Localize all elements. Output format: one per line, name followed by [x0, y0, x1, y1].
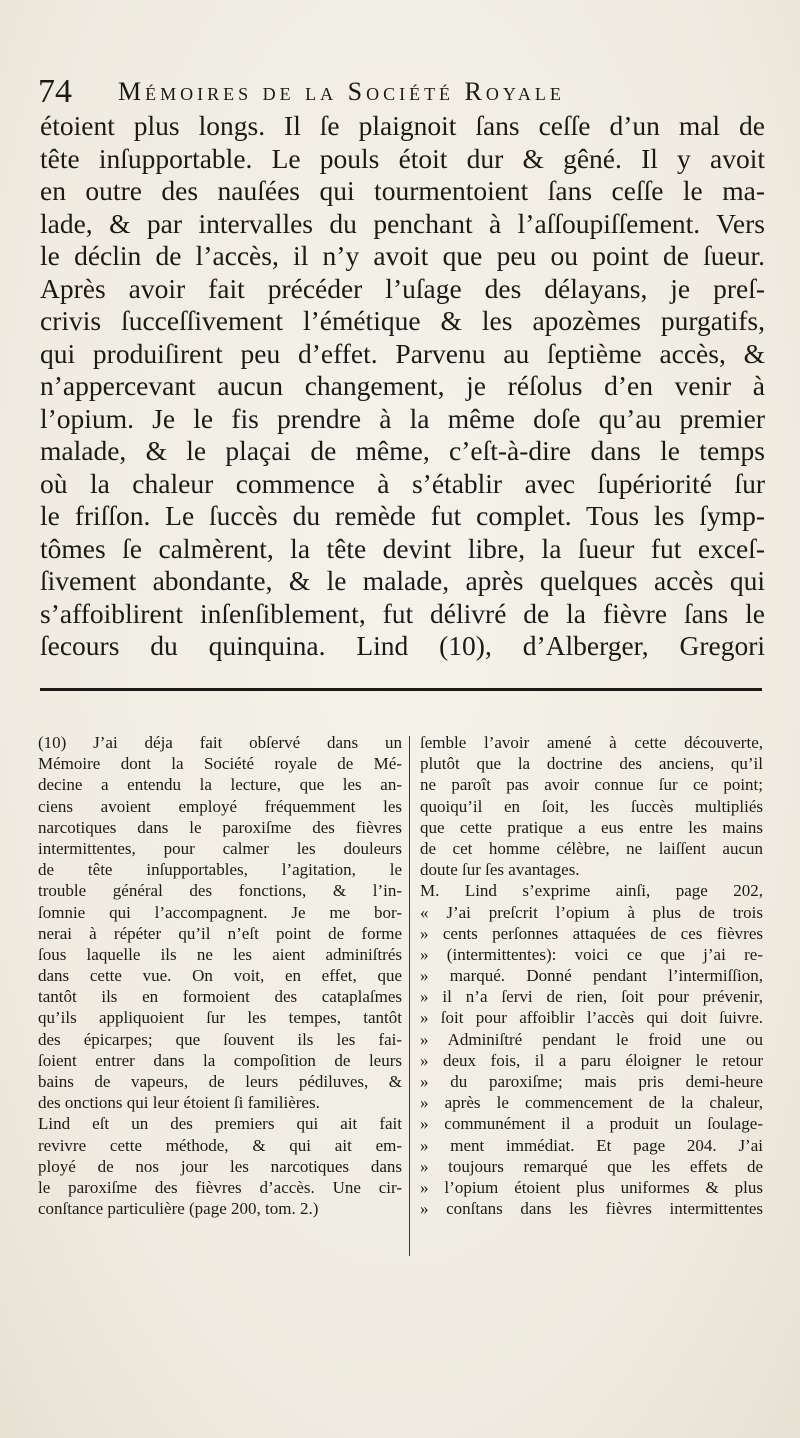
- footnote-line: intermittentes, pour calmer les douleurs: [38, 838, 402, 858]
- footnote-line: » après le commencement de la chaleur,: [420, 1093, 763, 1113]
- footnote-line: » marqué. Donné pendant l’intermiſſion,: [420, 966, 763, 986]
- main-text-line: tômes ſe calmèrent, la tête devint libre, la ſueur fut exceſ-: [40, 532, 765, 564]
- footnote-line: » (intermittentes): voici ce que j’ai re-: [420, 944, 763, 964]
- running-title: Mémoires de la Société Royale: [118, 77, 565, 106]
- main-text-line: ſecours du quinquina. Lind (10), d’Alberger, Gregori: [40, 630, 765, 661]
- footnote-line: ciens avoient employé fréquemment les: [38, 796, 402, 816]
- footnote-line: » cents perſonnes attaquées de ces fièvres: [420, 923, 763, 943]
- running-head: [38, 72, 758, 112]
- column-divider: [409, 736, 410, 1256]
- main-text-line: s’affoiblirent inſenſiblement, fut délivré de la fièvre ſans le: [40, 597, 765, 629]
- main-text-line: qui produiſirent peu d’effet. Parvenu au ſeptième accès, &: [40, 337, 765, 369]
- footnote-separator-rule: [40, 688, 762, 691]
- page-number: 74: [38, 73, 72, 110]
- footnote-line: « J’ai preſcrit l’opium à plus de trois: [420, 902, 763, 922]
- footnote-line: decine a entendu la lecture, que les an-: [38, 775, 402, 795]
- footnote-left-column: [38, 732, 402, 1219]
- footnote-line: le paroxiſme des fièvres d’accès. Une cir-: [38, 1177, 402, 1197]
- footnote-line: narcotiques dans le paroxiſme des fièvres: [38, 817, 402, 837]
- main-text-line: ſivement abondante, & le malade, après quelques accès qui: [40, 565, 765, 596]
- footnote-line: ne paroît pas avoir connue ſur ce point;: [420, 775, 763, 795]
- main-text-line: tête inſupportable. Le pouls étoit dur & gêné. Il y avoit: [40, 142, 765, 174]
- footnote-line: M. Lind s’exprime ainſi, page 202,: [420, 881, 763, 901]
- footnote-line: des épicarpes; que ſouvent ils les fai-: [38, 1029, 402, 1049]
- footnote-line: ſoient entrer dans la compoſition de leurs: [38, 1050, 402, 1070]
- footnote-line: » du paroxiſme; mais pris demi-heure: [420, 1072, 763, 1091]
- footnote-line: quoiqu’il en ſoit, les ſuccès multipliés: [420, 796, 763, 816]
- footnote-line: Lind eſt un des premiers qui ait fait: [38, 1114, 402, 1134]
- footnote-line: nerai à répéter qu’il n’eſt point de forme: [38, 923, 402, 943]
- main-text-line: le friſſon. Le ſuccès du remède fut complet. Tous les ſymp-: [40, 500, 765, 531]
- main-text-line: en outre des nauſées qui tourmentoient ſans ceſſe le ma-: [40, 175, 765, 206]
- footnote-line: » l’opium étoient plus uniformes & plus: [420, 1177, 763, 1197]
- footnote-line: bains de vapeurs, de leurs pédiluves, &: [38, 1072, 402, 1091]
- footnote-line: doute ſur ſes avantages.: [420, 860, 580, 880]
- footnote-line: » ſoit pour affoiblir l’accès qui doit ſuivre.: [420, 1008, 763, 1028]
- footnote-line: » ment immédiat. Et page 204. J’ai: [420, 1135, 763, 1155]
- footnote-line: dans cette vue. On voit, en effet, que: [38, 966, 402, 986]
- footnote-line: ſous laquelle ils ne les aient adminiſtrés: [38, 944, 402, 964]
- footnote-line: » toujours remarqué que les effets de: [420, 1156, 763, 1176]
- footnote-line: revivre cette méthode, & qui ait em-: [38, 1135, 402, 1155]
- footnote-line: » deux fois, il a paru éloigner le retour: [420, 1050, 763, 1070]
- footnote-right-column: [420, 732, 763, 1219]
- footnote-line: des onctions qui leur étoient ſi familières.: [38, 1093, 320, 1113]
- footnote-line: » communément il a produit un ſoulage-: [420, 1114, 763, 1134]
- main-text-line: Après avoir fait précéder l’uſage des délayans, je preſ-: [40, 272, 765, 304]
- main-text-line: n’appercevant aucun changement, je réſolus d’en venir à: [40, 370, 765, 401]
- footnote-line: ſemble l’avoir amené à cette découverte,: [420, 733, 763, 752]
- main-text-line: crivis ſucceſſivement l’émétique & les apozèmes purgatifs,: [40, 305, 765, 336]
- main-text-line: le déclin de l’accès, il n’y avoit que peu ou point de ſueur.: [40, 240, 765, 271]
- main-text-line: l’opium. Je le fis prendre à la même doſe qu’au premier: [40, 402, 765, 434]
- footnote-line: » Adminiſtré pendant le froid une ou: [420, 1029, 763, 1049]
- main-text-block: [40, 110, 765, 663]
- footnote-line: » il n’a ſervi de rien, ſoit pour prévenir,: [420, 987, 763, 1007]
- footnote-line: conſtance particulière (page 200, tom. 2.): [38, 1199, 319, 1219]
- footnote-line: qu’ils appliquoient ſur les tempes, tantôt: [38, 1008, 402, 1028]
- footnote-line: Mémoire dont la Société royale de Mé-: [38, 754, 402, 774]
- footnote-line: trouble général des fonctions, & l’in-: [38, 881, 402, 901]
- footnote-line: que cette pratique a eus entre les mains: [420, 817, 763, 837]
- main-text-line: lade, & par intervalles du penchant à l’aſſoupiſſement. Vers: [40, 207, 765, 239]
- footnote-line: tantôt ils en formoient des cataplaſmes: [38, 987, 402, 1007]
- footnote-line: (10) J’ai déja fait obſervé dans un: [38, 733, 402, 752]
- footnote-line: de cet homme célèbre, ne laiſſent aucun: [420, 838, 763, 858]
- footnote-line: plutôt que la doctrine des anciens, qu’il: [420, 754, 763, 774]
- footnote-line: » conſtans dans les fièvres intermittentes: [420, 1199, 763, 1219]
- main-text-line: étoient plus longs. Il ſe plaignoit ſans ceſſe d’un mal de: [40, 110, 765, 141]
- footnote-line: ployé de nos jour les narcotiques dans: [38, 1156, 402, 1176]
- footnote-line: ſomnie qui l’accompagnent. Je me bor-: [38, 902, 402, 922]
- footnote-line: de tête inſupportables, l’agitation, le: [38, 860, 402, 880]
- main-text-line: où la chaleur commence à s’établir avec ſupériorité ſur: [40, 467, 765, 499]
- main-text-line: malade, & le plaçai de même, c’eſt-à-dire dans le temps: [40, 435, 765, 466]
